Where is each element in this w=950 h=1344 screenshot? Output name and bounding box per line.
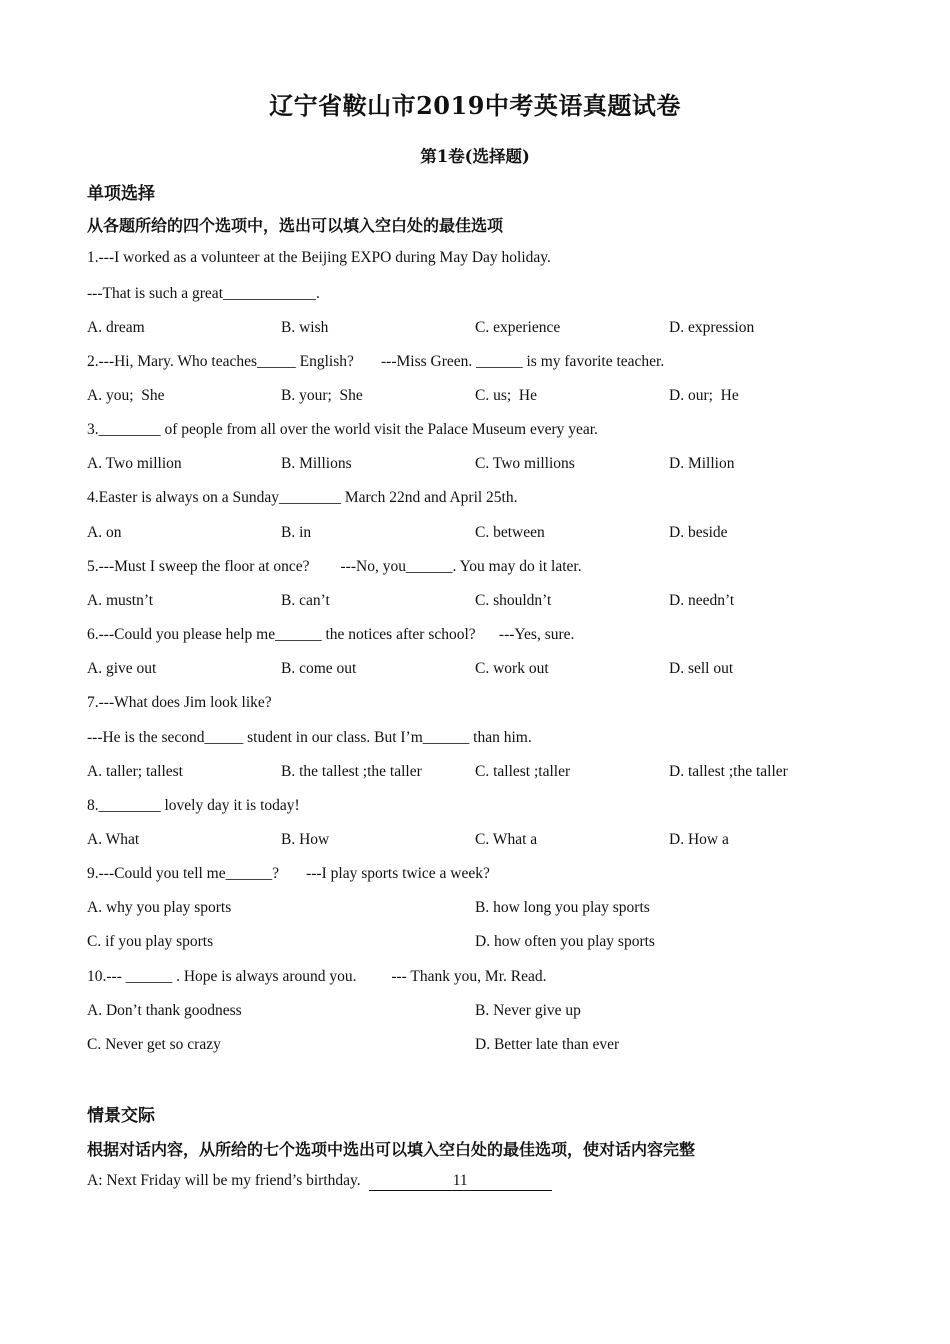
question-1-option-b: B. wish [281,319,329,336]
question-6-option-d: D. sell out [669,660,734,677]
dialogue-line-text: A: Next Friday will be my friend’s birthday. [87,1172,361,1189]
question-10-option-d: D. Better late than ever [475,1036,620,1053]
question-3-option-c: C. Two millions [475,455,575,472]
section-instruction-single-choice: 从各题所给的四个选项中，选出可以填入空白处的最佳选项 [87,216,504,235]
section-instruction-dialogue: 根据对话内容，从所给的七个选项中选出可以填入空白处的最佳选项，使对话内容完整 [87,1140,696,1159]
question-6-option-a: A. give out [87,660,157,677]
question-6-line-1: 6.---Could you please help me______ the notices after school? ---Yes, sure. [87,626,575,643]
question-3-line-1: 3.________ of people from all over the world visit the Palace Museum every year. [87,421,598,438]
page-subtitle: 第1卷(选择题) [420,147,530,166]
question-5-option-c: C. shouldn’t [475,592,552,609]
question-3-option-b: B. Millions [281,455,352,472]
question-9-option-a: A. why you play sports [87,899,232,916]
question-2-option-d: D. our; He [669,387,739,404]
question-4-option-c: C. between [475,524,545,541]
question-3-option-a: A. Two million [87,455,182,472]
section-heading-single-choice: 单项选择 [87,184,155,204]
question-8-option-b: B. How [281,831,330,848]
question-7-option-a: A. taller; tallest [87,763,183,780]
question-8-line-1: 8.________ lovely day it is today! [87,797,300,814]
question-3-option-d: D. Million [669,455,735,472]
question-4-line-1: 4.Easter is always on a Sunday________ March 22nd and April 25th. [87,489,518,506]
question-1-option-a: A. dream [87,319,145,336]
question-7-line-1: 7.---What does Jim look like? [87,694,272,711]
question-6-option-c: C. work out [475,660,549,677]
question-7-option-d: D. tallest ;the taller [669,763,788,780]
section-heading-dialogue: 情景交际 [87,1106,155,1126]
question-7-line-2: ---He is the second_____ student in our class. But I’m______ than him. [87,729,532,746]
question-1-line-1: 1.---I worked as a volunteer at the Beijing EXPO during May Day holiday. [87,249,551,266]
question-5-option-d: D. needn’t [669,592,735,609]
question-2-option-c: C. us; He [475,387,537,404]
question-4-option-b: B. in [281,524,312,541]
question-1-option-c: C. experience [475,319,561,336]
question-5-option-a: A. mustn’t [87,592,154,609]
question-5-option-b: B. can’t [281,592,330,609]
question-2-line-1: 2.---Hi, Mary. Who teaches_____ English? ---Miss Green. ______ is my favorite teacher. [87,353,665,370]
answer-blank-11: 11 [369,1172,552,1191]
question-5-line-1: 5.---Must I sweep the floor at once? ---No, you______. You may do it later. [87,558,582,575]
question-8-option-c: C. What a [475,831,538,848]
question-2-option-b: B. your; She [281,387,363,404]
question-7-option-c: C. tallest ;taller [475,763,571,780]
question-6-option-b: B. come out [281,660,357,677]
dialogue-line-1 [87,1171,552,1191]
question-7-option-b: B. the tallest ;the taller [281,763,422,780]
question-9-line-1: 9.---Could you tell me______? ---I play sports twice a week? [87,865,490,882]
question-1-option-d: D. expression [669,319,755,336]
question-1-line-2: ---That is such a great____________. [87,285,320,302]
question-9-option-c: C. if you play sports [87,933,214,950]
question-4-option-a: A. on [87,524,122,541]
question-8-option-a: A. What [87,831,140,848]
question-10-option-c: C. Never get so crazy [87,1036,221,1053]
question-8-option-d: D. How a [669,831,729,848]
question-9-option-b: B. how long you play sports [475,899,650,916]
question-10-line-1: 10.--- ______ . Hope is always around you. --- Thank you, Mr. Read. [87,968,547,985]
question-10-option-b: B. Never give up [475,1002,581,1019]
question-9-option-d: D. how often you play sports [475,933,655,950]
question-2-option-a: A. you; She [87,387,165,404]
question-10-option-a: A. Don’t thank goodness [87,1002,242,1019]
page-title: 辽宁省鞍山市2019中考英语真题试卷 [269,91,681,120]
question-4-option-d: D. beside [669,524,728,541]
